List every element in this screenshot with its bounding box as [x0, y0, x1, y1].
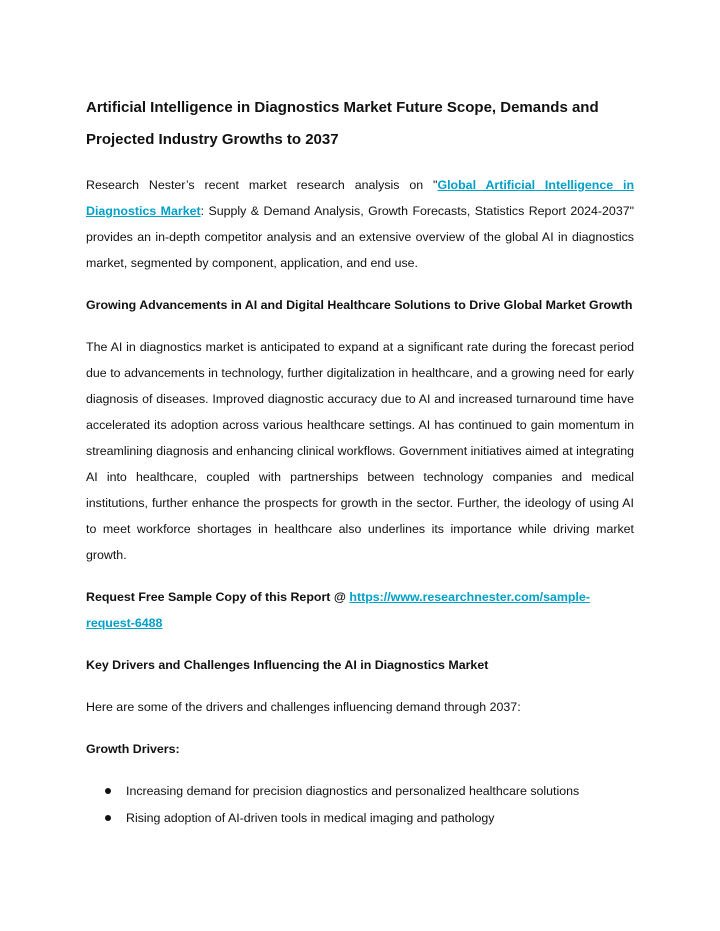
sample-request-link[interactable]: https://www.researchnester.com/sample-request-6488 — [86, 590, 590, 630]
list-item-text: Increasing demand for precision diagnostics and personalized healthcare solutions — [126, 784, 580, 798]
drivers-intro-paragraph: Here are some of the drivers and challenges influencing demand through 2037: — [86, 700, 521, 714]
intro-paragraph — [86, 172, 634, 276]
list-item-text: Rising adoption of AI-driven tools in medical imaging and pathology — [126, 811, 495, 825]
sample-request-label: Request Free Sample Copy of this Report @ — [86, 590, 350, 604]
list-item — [86, 805, 634, 832]
document-content — [86, 92, 634, 832]
section-heading-key-drivers: Key Drivers and Challenges Influencing the AI in Diagnostics Market — [86, 658, 489, 672]
market-report-link[interactable]: Global Artificial Intelligence in Diagnostics Market — [86, 178, 635, 218]
list-item — [86, 778, 634, 805]
intro-text-before: Research Nester’s recent market research analysis on " — [86, 178, 438, 192]
market-growth-paragraph: The AI in diagnostics market is anticipated to expand at a significant rate during the forecast period due to advancements in technology, further digitalization in healthcare, and a growing need for early diagnosis of diseases. Improved diagnostic accuracy due to AI and increased turnaround time have accelerated its adoption across various healthcare settings. AI has continued to gain momentum in streamlining diagnosis and enhancing clinical workflows. Government initiatives aimed at integrating AI into healthcare, coupled with partnerships between technology companies and medical institutions, further enhance the prospects for growth in the sector. Further, the ideology of using AI to meet workforce shortages in healthcare also underlines its importance while driving market growth. — [86, 340, 634, 562]
bullet-icon — [105, 788, 111, 794]
document-title: Artificial Intelligence in Diagnostics Market Future Scope, Demands and Projected Industry Growths to 2037 — [86, 99, 599, 148]
growth-drivers-list — [86, 778, 634, 832]
growth-drivers-heading: Growth Drivers: — [86, 742, 180, 756]
bullet-icon — [105, 815, 111, 821]
sample-request-line — [86, 584, 634, 636]
intro-text-after: : Supply & Demand Analysis, Growth Forecasts, Statistics Report 2024-2037" provides an in-depth competitor analysis and an extensive overview of the global AI in diagnostics market, segmented by component, application, and end use. — [86, 204, 634, 270]
section-heading-growth-advancements: Growing Advancements in AI and Digital Healthcare Solutions to Drive Global Market Growth — [86, 298, 633, 312]
